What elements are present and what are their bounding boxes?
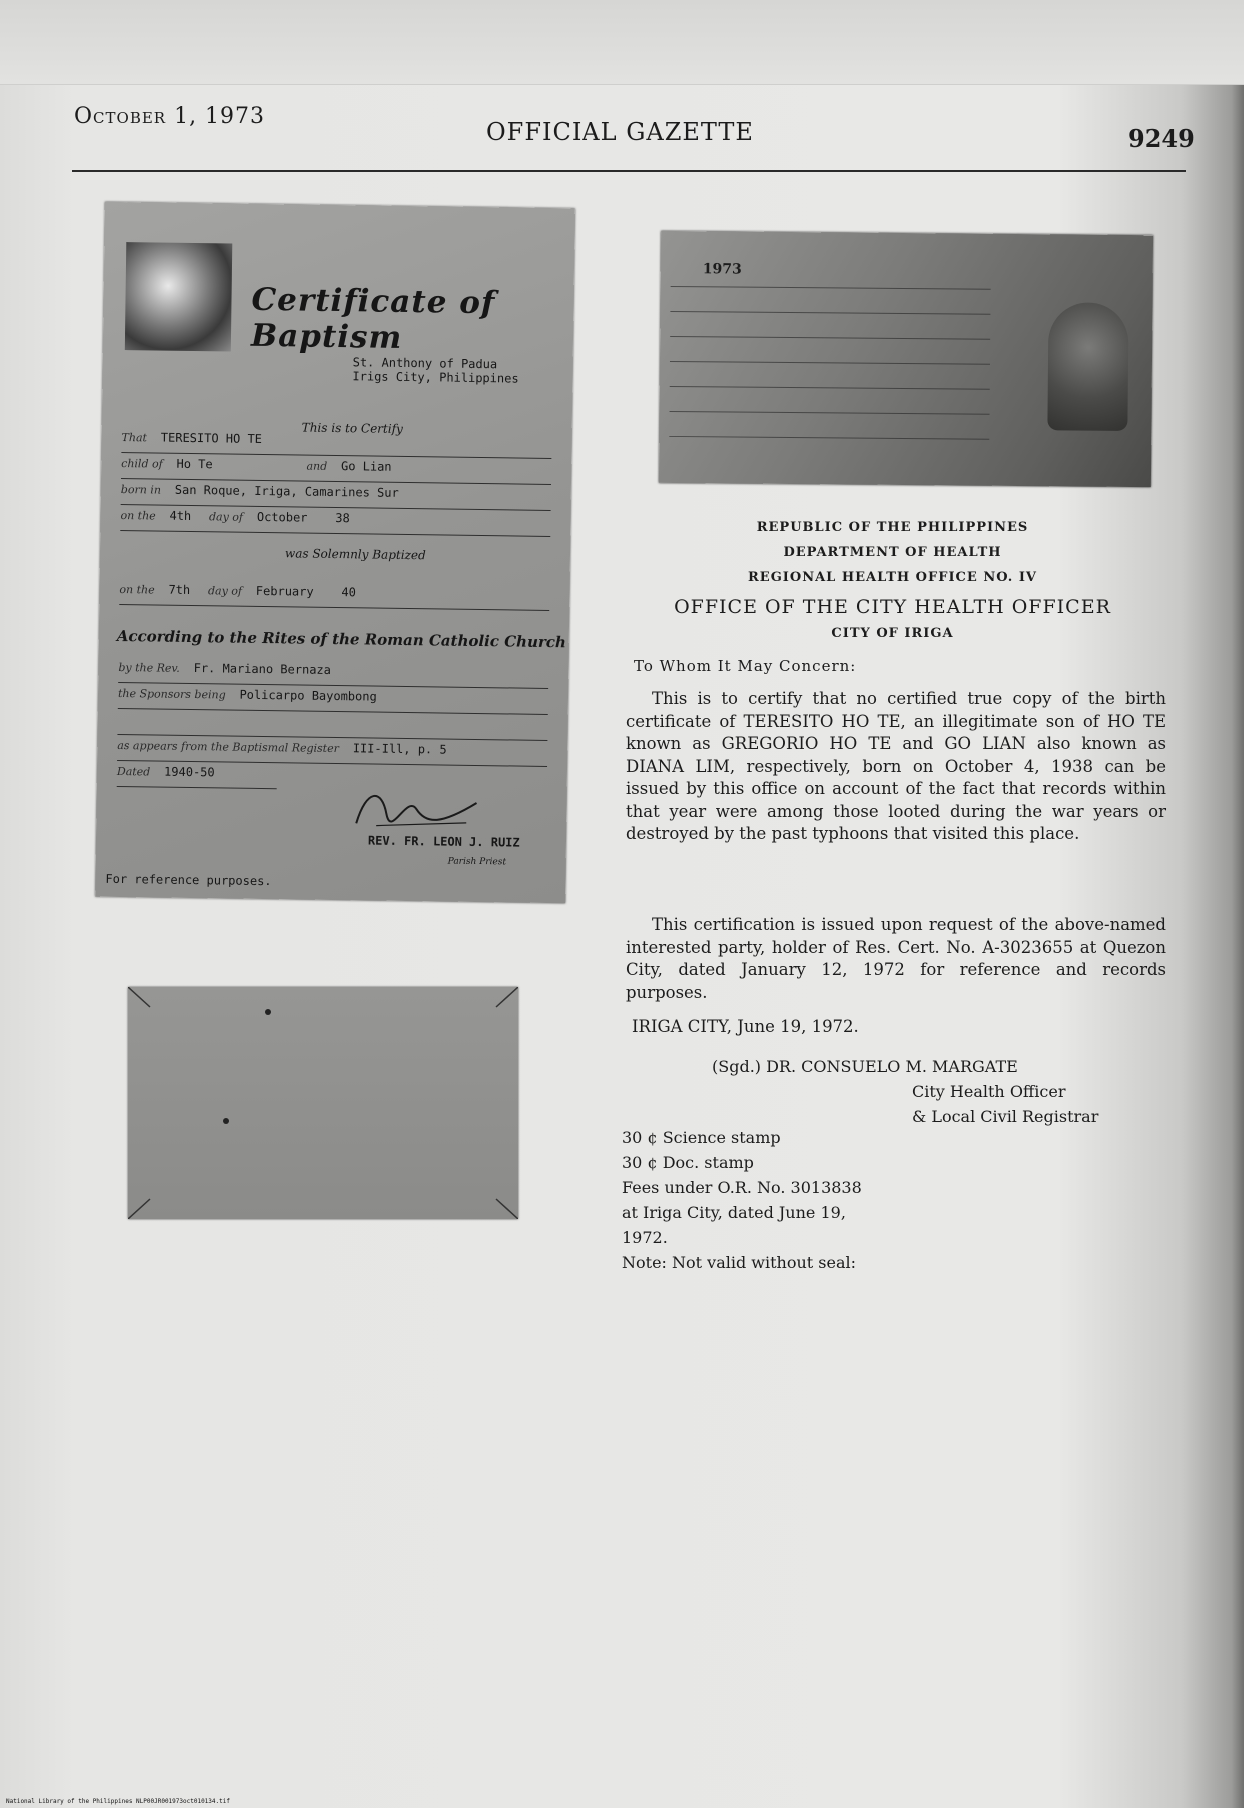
department-heading: DEPARTMENT OF HEALTH	[783, 545, 1002, 560]
born-label: born in	[120, 483, 162, 497]
baptism-date-line	[119, 582, 549, 611]
child-name: TERESITO HO TE	[160, 430, 263, 446]
priest-role: Parish Priest	[447, 856, 507, 868]
header-date: October 1, 1973	[74, 104, 266, 129]
header-rule	[72, 170, 1186, 172]
office-heading: OFFICE OF THE CITY HEALTH OFFICER	[674, 596, 1111, 618]
certify-heading: This is to Certify	[301, 420, 403, 436]
signer-title-2: & Local Civil Registrar	[912, 1107, 1099, 1126]
id-photo	[1047, 302, 1128, 431]
baptism-day-of-label: day of	[207, 584, 243, 598]
salutation: To Whom It May Concern:	[634, 657, 857, 675]
mother-name: Go Lian	[340, 459, 392, 474]
birthplace-line	[121, 482, 551, 511]
baptism-on-the-label: on the	[119, 582, 155, 597]
birth-record-photo	[659, 231, 1153, 487]
sponsor-line	[118, 686, 548, 715]
scan-top-band	[0, 0, 1244, 85]
blank-line	[117, 712, 547, 741]
child-of-label: child of	[121, 457, 163, 471]
birth-day-of-label: day of	[208, 510, 244, 524]
register-ref: III-Ill, p. 5	[352, 741, 447, 757]
officiant: Fr. Mariano Bernaza	[193, 661, 332, 677]
parish-name	[352, 355, 562, 386]
sponsor-label: the Sponsors being	[117, 686, 226, 702]
baptism-certificate	[95, 202, 575, 903]
blank-photo-marks	[128, 987, 518, 1219]
parish-line-1: St. Anthony of Padua	[352, 355, 498, 372]
seal-note: Note: Not valid without seal:	[622, 1253, 857, 1272]
baptism-month: February	[255, 583, 314, 599]
purpose-note: For reference purposes.	[105, 871, 272, 889]
baptized-heading: was Solemnly Baptized	[284, 546, 426, 563]
signer-title-1: City Health Officer	[912, 1082, 1066, 1101]
record-rule	[669, 436, 989, 440]
certification-paragraph-2: This certification is issued upon request of the above-named interested party, holder of Res. Cert. No. A-3023655 at Quezon City, dated January 12, 1972 for reference and records purposes.	[626, 915, 1166, 1002]
officiant-line	[118, 660, 548, 689]
parish-line-2: Irigs City, Philippines	[352, 369, 519, 386]
register-label: as appears from the Baptismal Register	[117, 738, 340, 756]
birth-month: October	[256, 509, 308, 525]
regional-office-heading: REGIONAL HEALTH OFFICE NO. IV	[747, 570, 1037, 585]
register-line	[117, 738, 547, 767]
rites-heading: According to the Rites of the Roman Catholic Church	[116, 626, 566, 652]
priest-name: REV. FR. LEON J. RUIZ	[367, 833, 520, 850]
dated-value: 1940-50	[164, 764, 215, 780]
city-heading: CITY OF IRIGA	[831, 626, 954, 641]
place-date: IRIGA CITY, June 19, 1972.	[632, 1017, 859, 1036]
parents-line	[121, 456, 551, 485]
record-rule	[670, 336, 990, 340]
record-rule	[670, 361, 990, 365]
and-label: and	[306, 459, 328, 473]
stamp-line: 30 ¢ Doc. stamp	[622, 1153, 754, 1172]
baptism-year: 40	[341, 585, 357, 600]
priest-signature	[346, 783, 487, 831]
blank-certificate-back	[128, 987, 518, 1219]
stamp-line: 30 ¢ Science stamp	[622, 1128, 781, 1147]
sponsor: Policarpo Bayombong	[239, 687, 377, 704]
dated-line	[117, 764, 277, 789]
record-year: 1973	[702, 261, 742, 278]
header-title: OFFICIAL GAZETTE	[486, 118, 754, 146]
certification-paragraph-1: This is to certify that no certified true copy of the birth certificate of TERESITO HO TE, an illegitimate son of HO TE known as GREGORIO HO TE and GO LIAN also known as DIANA LIM, respectively, born on October 4, 1938 can be issued by this office on account of the fact that records within that year were among those looted during the war years or destroyed by the past typhoons that visited this place.	[626, 689, 1166, 843]
baptism-title: Certificate of Baptism	[250, 281, 496, 356]
signed-by: (Sgd.) DR. CONSUELO M. MARGATE	[712, 1057, 1018, 1076]
dated-label: Dated	[116, 764, 151, 779]
record-rule	[670, 411, 990, 415]
by-label: by the Rev.	[118, 660, 180, 675]
birthplace: San Roque, Iriga, Camarines Sur	[174, 482, 399, 500]
fees-line: at Iriga City, dated June 19,	[622, 1203, 846, 1222]
father-name: Ho Te	[176, 456, 213, 472]
child-name-line	[121, 430, 551, 459]
record-rule	[670, 311, 990, 315]
saints-illustration	[125, 242, 232, 351]
birthdate-line	[120, 508, 550, 537]
record-rule	[671, 286, 991, 290]
fees-line: 1972.	[622, 1228, 668, 1247]
record-rule	[670, 386, 990, 390]
birth-on-the-label: on the	[120, 509, 156, 523]
page-number: 9249	[1128, 124, 1195, 153]
baptism-day: 7th	[168, 582, 191, 597]
republic-heading: REPUBLIC OF THE PHILIPPINES	[756, 520, 1029, 535]
birth-day: 4th	[169, 508, 192, 523]
scan-source-footer: National Library of the Philippines NLP00JR001973oct010134.tif	[6, 1798, 230, 1805]
fees-line: Fees under O.R. No. 3013838	[622, 1178, 862, 1197]
birth-year: 38	[335, 511, 350, 526]
that-label: That	[121, 431, 148, 445]
